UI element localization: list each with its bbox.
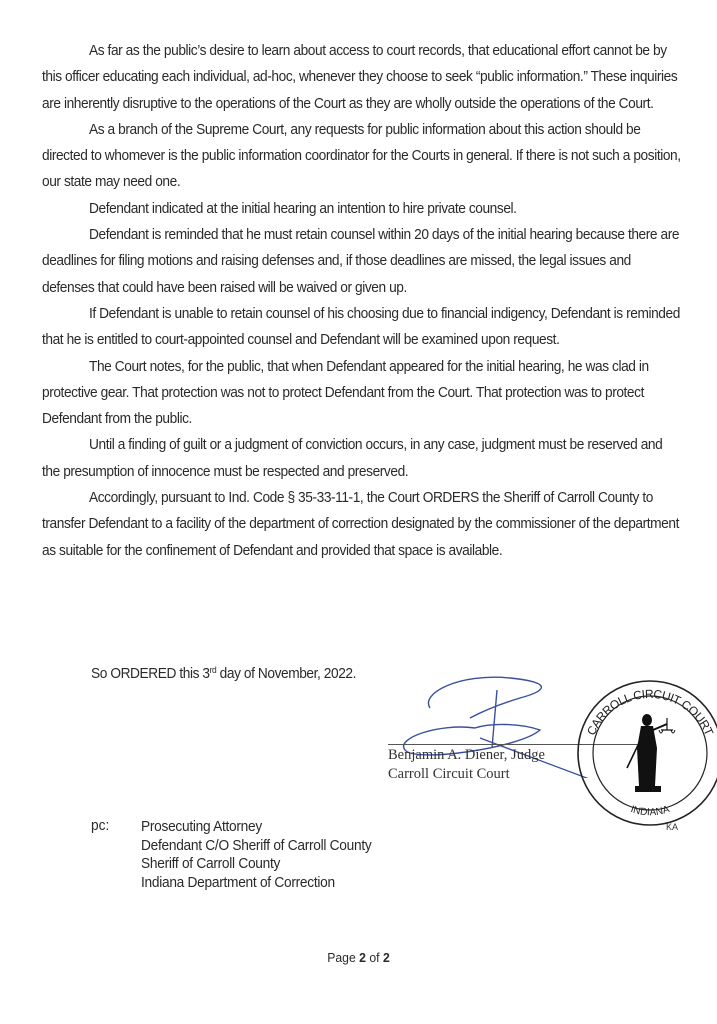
page-footer: [22, 950, 696, 965]
judge-block: [388, 746, 545, 784]
paragraph-transfer-order: Accordingly, pursuant to Ind. Code § 35-33-11-1, the Court ORDERS the Sheriff of Carroll County to transfer Defendant to a facility of the department of correction designated by the commissioner of the department as suitable for the confinement of Defendant and provided that space is available.: [42, 490, 679, 559]
of-word: of: [369, 950, 380, 965]
paragraph-private-counsel: Defendant indicated at the initial hearing an intention to hire private counsel.: [89, 200, 517, 217]
page-current: 2: [359, 950, 366, 965]
paragraph-presumption: Until a finding of guilt or a judgment of conviction occurs, in any case, judgment must be reserved and the presumption of innocence must be respected and preserved.: [42, 437, 663, 480]
signature-stroke-vertical: [492, 690, 497, 748]
seal-bottom-text: INDIANA: [629, 803, 671, 819]
signature-stroke-top: [428, 677, 541, 718]
seal-initials: KA: [666, 822, 679, 832]
ordinal-suffix: rd: [209, 665, 217, 675]
judge-name: Benjamin A. Diener, Judge: [388, 747, 545, 763]
seal-top-text: CARROLL CIRCUIT COURT: [584, 686, 716, 738]
page-total: 2: [382, 950, 390, 965]
ordered-rest: day of November, 2022.: [216, 666, 357, 682]
pc-label: pc:: [91, 818, 110, 834]
court-seal: [575, 678, 717, 828]
pc-recipient: Defendant C/O Sheriff of Carroll County: [141, 837, 372, 854]
pc-recipient: Sheriff of Carroll County: [141, 856, 281, 872]
ordered-date-line: [91, 666, 356, 682]
ordered-prefix: So ORDERED this 3: [91, 666, 210, 682]
pc-recipient-list: [141, 818, 371, 892]
order-body: [42, 38, 683, 564]
svg-text:INDIANA: [629, 804, 671, 818]
paragraph-public-information: As a branch of the Supreme Court, any requests for public information about this action should be directed to whomever is the public information coordinator for the Courts in general. If there is not such a position, our state may need one.: [42, 121, 681, 191]
paragraph-protective-gear: The Court notes, for the public, that when Defendant appeared for the initial hearing, he was clad in protective gear. That protection was not to protect Defendant from the Court. That protection was to protect Defendant from the public.: [42, 358, 649, 428]
paragraph-retain-counsel: Defendant is reminded that he must retain counsel within 20 days of the initial hearing because there are deadlines for filing motions and raising defenses and, if those deadlines are missed, the legal issues and defenses that could have been raised will be waived or given up.: [42, 227, 680, 296]
pc-recipient: Indiana Department of Correction: [141, 874, 335, 891]
pc-recipient: Prosecuting Attorney: [141, 819, 262, 835]
judge-court: Carroll Circuit Court: [388, 766, 510, 782]
page-word: Page: [327, 950, 356, 965]
lady-justice-figure: [627, 714, 675, 792]
paragraph-indigency: If Defendant is unable to retain counsel of his choosing due to financial indigency, Defendant is reminded that he is entitled to court-appointed counsel and Defendant will be examined upon request.: [42, 305, 680, 349]
paragraph-public-records: As far as the public’s desire to learn about access to court records, that educational effort cannot be by this officer educating each individual, ad-hoc, whenever they choose to seek “public information.” These inquiries are inherently disruptive to the operations of the Court as they are wholly outside the operations of the Court.: [42, 43, 678, 112]
